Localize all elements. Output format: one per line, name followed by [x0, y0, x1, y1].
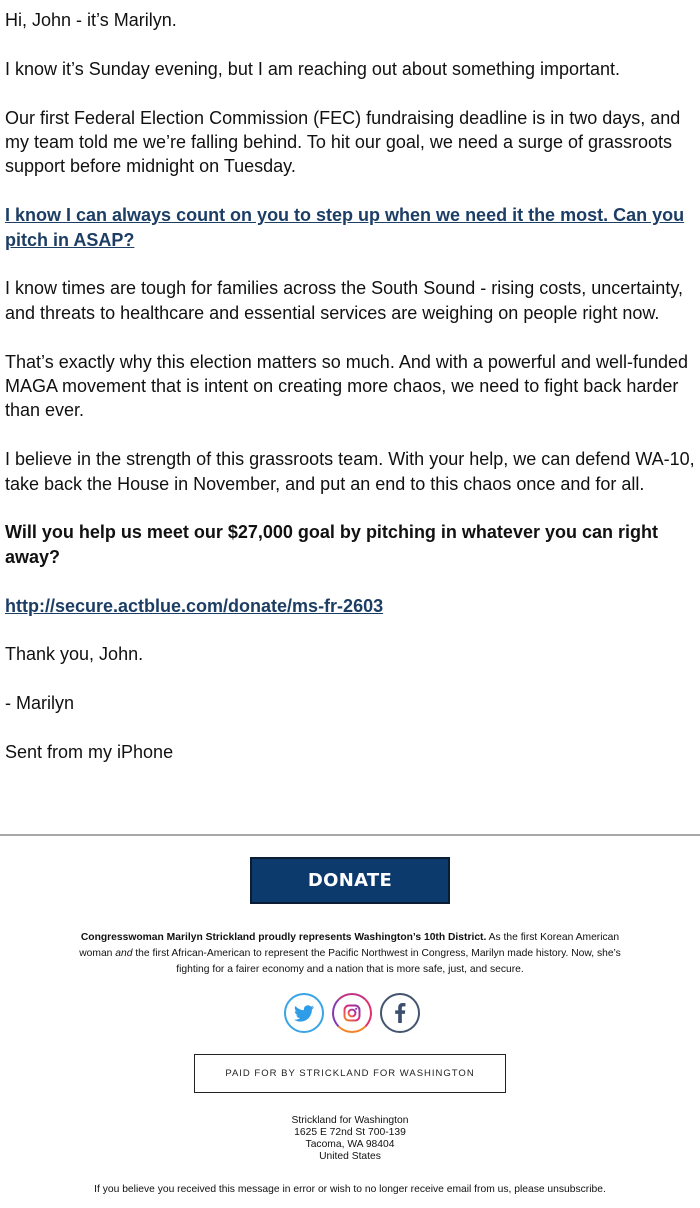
sent-from: Sent from my iPhone: [5, 742, 174, 763]
donate-url-link[interactable]: http://secure.actblue.com/donate/ms-fr-2603: [5, 595, 384, 616]
bio-italic: and: [115, 948, 133, 959]
instagram-link[interactable]: [332, 993, 372, 1033]
paragraph-2: Our first Federal Election Commission (FEC) fundraising deadline is in two days, and my team told me we’re falling behind. To hit our goal, we need a surge of grassroots support before midnight on Tuesday.: [5, 107, 681, 177]
address-line-1: Strickland for Washington: [291, 1115, 409, 1126]
address-line-3: Tacoma, WA 98404: [305, 1139, 395, 1150]
paid-for-disclaimer: PAID FOR BY STRICKLAND FOR WASHINGTON: [194, 1054, 506, 1093]
instagram-icon: [343, 1004, 361, 1022]
greeting: Hi, John - it’s Marilyn.: [5, 10, 177, 30]
thanks: Thank you, John.: [5, 644, 144, 665]
signoff: - Marilyn: [5, 693, 75, 714]
bio-bold: Congresswoman Marilyn Strickland proudly represents Washington’s 10th District.: [80, 932, 487, 943]
bio-part-1: As the first Korean American woman: [79, 932, 620, 959]
paragraph-5: I believe in the strength of this grassroots team. With your help, we can defend WA-10, take back the House in November, and put an end to this chaos once and for all.: [5, 449, 695, 494]
donate-button[interactable]: DONATE: [250, 857, 450, 904]
twitter-icon: [294, 1005, 314, 1022]
footer-divider: [0, 834, 700, 836]
donation-ask: Will you help us meet our $27,000 goal by pitching in whatever you can right away?: [5, 522, 658, 567]
unsubscribe-notice: [0, 1184, 700, 1195]
bio-text: [75, 930, 625, 978]
paragraph-3: I know times are tough for families across the South Sound - rising costs, uncertainty, and threats to healthcare and essential services are weighing on people right now.: [5, 278, 683, 323]
unsubscribe-link[interactable]: If you believe you received this message in error or wish to no longer receive email from us, please unsubscribe.: [94, 1184, 606, 1195]
address-line-4: United States: [319, 1151, 381, 1162]
facebook-link[interactable]: [380, 993, 420, 1033]
paragraph-4: That’s exactly why this election matters so much. And with a powerful and well-funded MAGA movement that is intent on creating more chaos, we need to fight back harder than ever.: [5, 351, 689, 421]
social-links: [284, 993, 420, 1033]
address-line-2: 1625 E 72nd St 700-139: [294, 1127, 406, 1138]
cta-link[interactable]: I know I can always count on you to step up when we need it the most. Can you pitch in ASAP?: [5, 205, 685, 250]
facebook-icon: [394, 1003, 406, 1023]
twitter-link[interactable]: [284, 993, 324, 1033]
paragraph-1: I know it’s Sunday evening, but I am reaching out about something important.: [5, 58, 621, 79]
bio-part-2: the first African-American to represent the Pacific Northwest in Congress, Marilyn made history. Now, she’s fighting for a fairer economy and a nation that is more safe, just, and secure.: [132, 948, 621, 975]
mailing-address: [250, 1115, 450, 1163]
email-body: [5, 8, 695, 789]
